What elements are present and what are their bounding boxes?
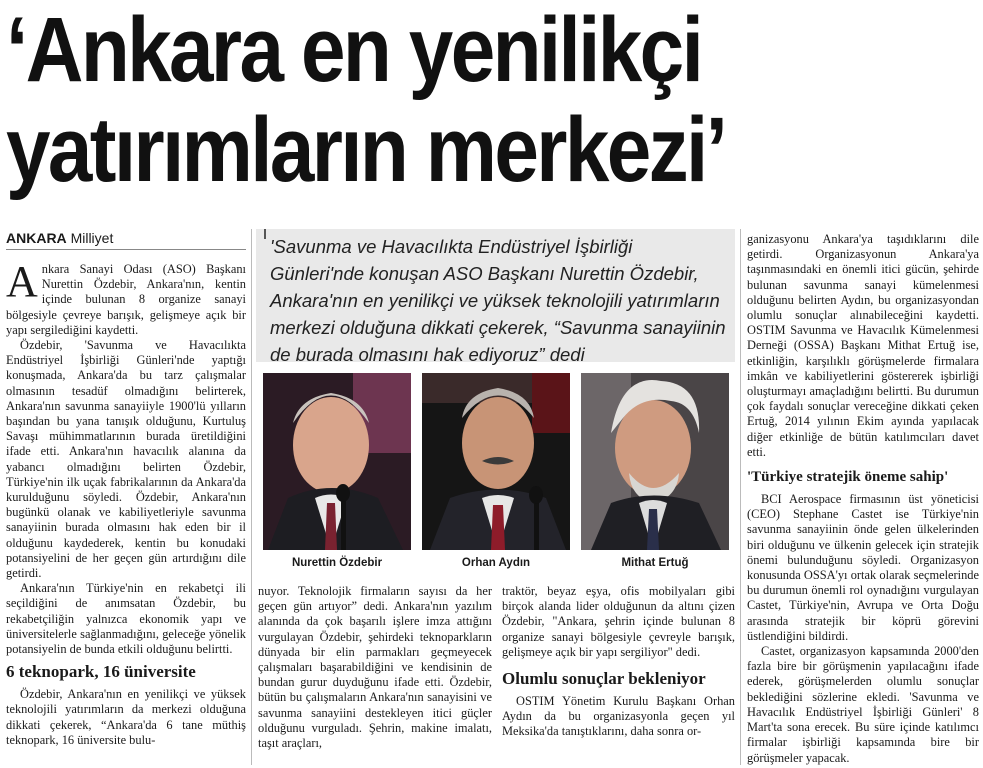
byline-rule xyxy=(6,249,246,250)
dropcap: A xyxy=(6,257,38,306)
caption-orhan-aydin: Orhan Aydın xyxy=(461,557,531,569)
column-divider xyxy=(251,229,252,765)
column-3-paragraph-1: traktör, beyaz eşya, ofis mobilyaları gibi birçok alanda lider olduğunun da altını çizen Özdebir, "Ankara, şehrin içinde bulunan 8 organize sanayi bölgesiyle çevreyle barışık, gelişmeye açık bir yapı sergiliyor" dedi. xyxy=(502,584,735,659)
column-1-paragraph-3: Ankara'nın Türkiye'nin en rekabetçi ili seçildiğini de anımsatan Özdebir, bu rekabetçiliğin yalnızca ekonomik yapı ve üniversitelerle sağlanmadığını, geleceğe yönelik potansiyelin de bunda etkili olduğunu belirtti. xyxy=(6,581,246,657)
subheading-teknopark: 6 teknopark, 16 üniversite xyxy=(6,662,196,682)
byline-city: ANKARA xyxy=(6,230,67,246)
photo-nurettin-ozdebir xyxy=(263,373,411,550)
column-4-paragraph-1: ganizasyonu Ankara'ya taşıdıklarını dile getirdi. Organizasyonun Ankara'ya taşınmasındaki en önemli itici gücün, şehirde bulunan savunma sanayi kümelenmesi olduğunu belirten Aydın, bu organizasyondan olumlu sonuçlar alınabileceğini kaydetti. OSTIM Savunma ve Havacılık Kümelenmesi Derneği (OSSA) Başkanı Mithat Ertuğ ise, etkinliğin, karşılıklı görüşmelerde firmalara imkân ve kabiliyetlerini göstererek işbirliği oluşturmayı amaçladığını belirtti. Bu durumun çok faydalı sonuçlar vereceğine dikkati çeken Ertuğ, 2014 yılının Ekim ayında yapılacak diğer etkinliğe de bütün katılımcıları davet etti. xyxy=(747,232,979,459)
pull-quote-text: 'Savunma ve Havacılıkta Endüstriyel İşbirliği Günleri'nde konuşan ASO Başkanı Nurettin Özdebir, Ankara'nın en yenilikçi ve yüksek teknolojili yatırımların merkezi olduğuna dikkati çekerek, “Savunma sanayiinin de burada olmasını hak ediyoruz” dedi xyxy=(270,236,726,365)
headline xyxy=(6,0,854,200)
headline-line-2: yatırımların merkezi’ xyxy=(6,99,726,201)
portrait-image xyxy=(263,373,411,550)
portrait-image xyxy=(422,373,570,550)
article-column-2 xyxy=(258,584,492,751)
caption-nurettin-ozdebir: Nurettin Özdebir xyxy=(291,557,383,569)
subheading-turkiye-stratejik: 'Türkiye stratejik öneme sahip' xyxy=(747,469,949,486)
headline-line-1: ‘Ankara en yenilikçi xyxy=(6,0,702,101)
column-3-paragraph-2: OSTIM Yönetim Kurulu Başkanı Orhan Aydın da bu organizasyonla geçen yıl Meksika'da tanıştıklarını, daha sonra or- xyxy=(502,694,735,739)
column-1-paragraph-1: Ankara Sanayi Odası (ASO) Başkanı Nurettin Özdebir, Ankara'nın, kentin içinde bulunan 8 organize sanayi bölgesiyle çevreye barışık, gelişmeye açık bir yapı sergilediğini kaydetti. xyxy=(6,257,246,337)
subheading-olumlu-sonuclar: Olumlu sonuçlar bekleniyor xyxy=(502,669,706,689)
byline-source: Milliyet xyxy=(70,230,114,246)
column-divider xyxy=(740,229,741,765)
column-4-paragraph-2: BCI Aerospace firmasının üst yöneticisi (CEO) Stephane Castet ise Türkiye'nin savunma sanayiinin önde gelen ülkelerinden biri olduğunu ve ülkenin gelecek için stratejik önemi bulunduğunu söyledi. Organizasyon konusunda OSSA'yı ortak olarak seçmelerinde bu durumun önemli rol oynadığını vurgulayan Castet, Türkiye'nin, Avrupa ve Orta Doğu arasında stratejik bir köprü görevini üstlendiğini bildirdi. xyxy=(747,492,979,643)
byline xyxy=(6,229,113,247)
article-column-3 xyxy=(502,584,735,740)
caption-mithat-ertug: Mithat Ertuğ xyxy=(621,557,689,569)
article-column-1 xyxy=(6,257,246,748)
column-4-paragraph-3: Castet, organizasyon kapsamında 2000'den fazla bire bir görüşmenin yapılacağını ifade ederek, görüşmelerden olumlu sonuçlar beklediğini sözlerine ekledi. 'Savunma ve Havacılık Endüstriyel İşbirliği Günleri' 8 Mart'ta sona erecek. Bu süre içinde katılımcı firmalar işbirliği kapsamında bire bir görüşmeler yapacak. xyxy=(747,644,979,765)
column-1-paragraph-4: Özdebir, Ankara'nın en yenilikçi ve yüksek teknolojili yatırımların da merkezi olduğuna dikkati çekerek, “Ankara'da 6 tane müthiş teknopark, 16 üniversite bulu- xyxy=(6,687,246,747)
photo-orhan-aydin xyxy=(422,373,570,550)
portrait-image xyxy=(581,373,729,550)
photo-mithat-ertug xyxy=(581,373,729,550)
article-column-4 xyxy=(747,232,979,766)
column-2-paragraph-1: nuyor. Teknolojik firmaların sayısı da her geçen gün artıyor” dedi. Ankara'nın yazılım alanında da çok başarılı işlere imza attığını vurgulayan Özdebir, şehirdeki teknoparkların dünyada bir elin parmakları geçmeyecek çalışmaları başarabildiğini ve kendisinin de bundan gurur duyduğunu ifade etti. Özdebir, bütün bu çalışmaların Ankara'nın sanayisini ve savunma sanayiini destekleyen itici güçler olduğunu vurguladı. Şehrin, makine imalatı, taşıt araçları, xyxy=(258,584,492,751)
pull-quote-box xyxy=(256,229,735,365)
column-1-paragraph-2: Özdebir, 'Savunma ve Havacılıkta Endüstriyel İşbirliği Günleri'nde yaptığı konuşmada, Ankara'da bu tarz çalışmalar olmasının tesadüf olmadığını belirterek, Ankara'nın savunma sanayiiyle 1900'lü yılların başından bu yana tanışık olduğunu, Kurtuluş Savaşı mühimmatlarının burada üretildiğini ifade etti. Ankara'nın havacılık alanına da yabancı olmadığını belirten Özdebir, Türkiye'nin ilk uçak fabrikalarının da Ankara'da kurulduğunu söyledi. Özdebir, Ankara'nın bugünkü olanak ve kabiliyetleriyle savunma sanayiinin burada olmasını hak eden bir il olduğunu kaydederek, kentin bu konudaki potansiyelini de her geçen gün artırdığını dile getirdi. xyxy=(6,338,246,581)
